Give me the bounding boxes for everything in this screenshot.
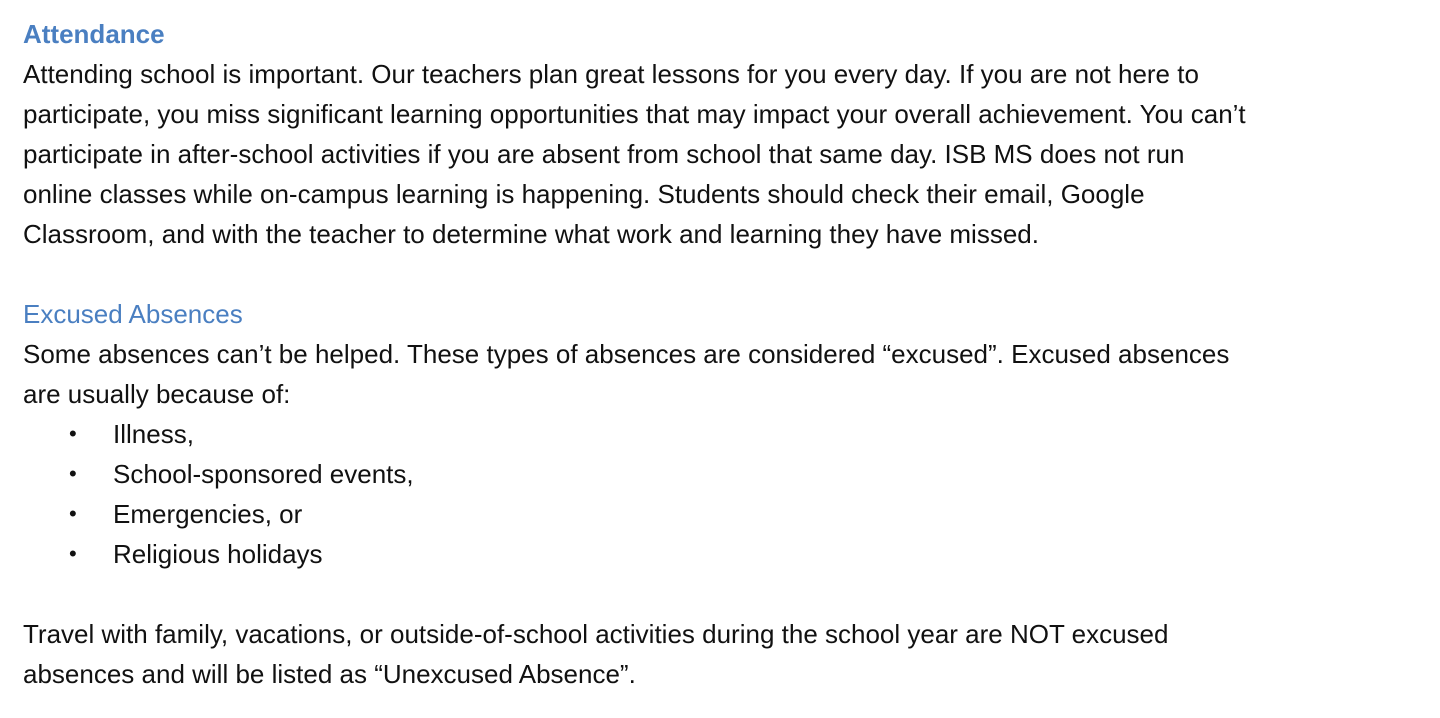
attendance-line: participate in after-school activities if you are absent from school that same day. ISB MS does not run [23, 139, 1185, 169]
excused-reasons-list [23, 414, 1400, 574]
list-item-text: School-sponsored events, [113, 459, 414, 489]
paragraph-spacer [23, 574, 1400, 614]
list-item-text: Emergencies, or [113, 499, 303, 529]
attendance-heading: Attendance [23, 19, 165, 49]
unexcused-note-line: Travel with family, vacations, or outside-of-school activities during the school year are NOT excused [23, 619, 1169, 649]
excused-absences-heading: Excused Absences [23, 299, 243, 329]
bullet-icon: • [69, 461, 77, 486]
list-item [23, 534, 1400, 574]
list-item [23, 414, 1400, 454]
unexcused-note-line: absences and will be listed as “Unexcused Absence”. [23, 659, 636, 689]
excused-intro-line: are usually because of: [23, 379, 291, 409]
list-item [23, 454, 1400, 494]
paragraph-spacer [23, 254, 1400, 294]
list-item [23, 494, 1400, 534]
unexcused-note-paragraph [23, 614, 1400, 694]
attendance-line: participate, you miss significant learning opportunities that may impact your overall achievement. You can’t [23, 99, 1246, 129]
bullet-icon: • [69, 541, 77, 566]
bullet-icon: • [69, 421, 77, 446]
attendance-line: online classes while on-campus learning is happening. Students should check their email, Google [23, 179, 1145, 209]
excused-intro-paragraph [23, 334, 1400, 414]
list-item-text: Religious holidays [113, 539, 323, 569]
bullet-icon: • [69, 501, 77, 526]
excused-intro-line: Some absences can’t be helped. These types of absences are considered “excused”. Excused absences [23, 339, 1230, 369]
attendance-paragraph [23, 54, 1400, 254]
attendance-line: Attending school is important. Our teachers plan great lessons for you every day. If you are not here to [23, 59, 1199, 89]
list-item-text: Illness, [113, 419, 194, 449]
attendance-line: Classroom, and with the teacher to determine what work and learning they have missed. [23, 219, 1039, 249]
